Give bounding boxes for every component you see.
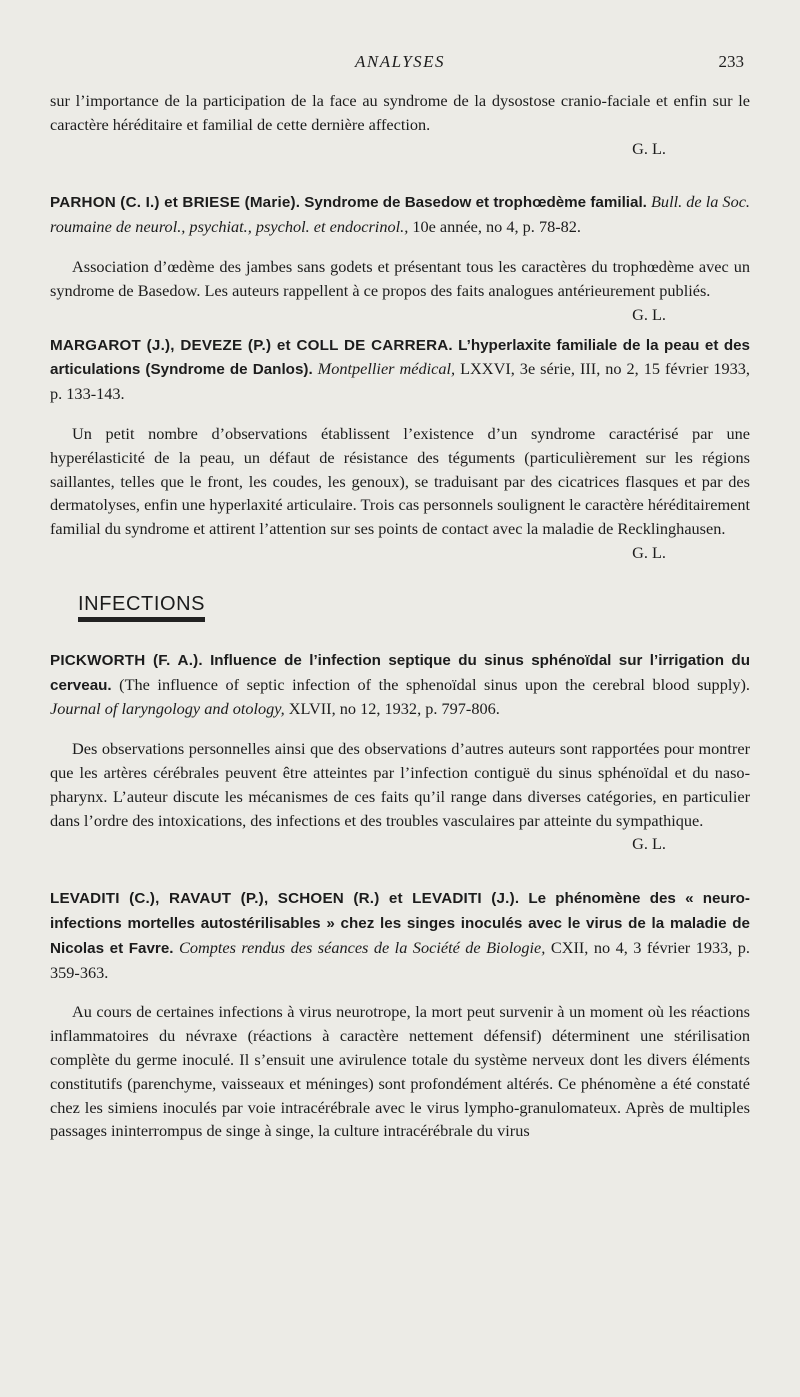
entry-signature: G. L. xyxy=(632,542,666,562)
entry-title: Syndrome de Basedow et trophœdème familial. xyxy=(304,194,647,212)
bibliographic-entry xyxy=(50,648,750,856)
reference xyxy=(50,333,750,406)
intro-signature: G. L. xyxy=(632,138,666,158)
entry-title: L’hyperlaxite familiale de la peau et des articulations (Syndrome de Danlos). xyxy=(50,336,750,379)
running-title: ANALYSES xyxy=(354,52,446,71)
entry-title: Influence de l’infection septique du sinus sphénoïdal sur l’irrigation du cerveau. xyxy=(50,651,750,694)
entry-authors: MARGAROT (J.), DEVEZE (P.) et COLL DE CARRERA. xyxy=(50,336,453,354)
entry-details: LXXVI, 3e série, III, no 2, 15 février 1933, p. 133-143. xyxy=(50,359,750,404)
bibliographic-entry xyxy=(50,190,751,324)
intro-paragraph: sur l’importance de la participation de la face au syndrome de la dysostose cranio-faciale et enfin sur le caractère héréditaire et familial de cette dernière affection. xyxy=(50,91,750,134)
section-title: INFECTIONS xyxy=(78,593,205,622)
entry-journal: Montpellier médical, xyxy=(317,359,456,379)
bibliographic-entry xyxy=(50,886,750,1143)
entry-details: XLVII, no 12, 1932, p. 797-806. xyxy=(288,699,500,719)
entry-signature: G. L. xyxy=(632,304,666,324)
entry-details: 10e année, no 4, p. 78-82. xyxy=(412,217,582,237)
entry-title: Le phénomène des « neuro-infections mortelles autostérilisables » chez les singes inoculés avec le virus de la maladie de Nicolas et Favre. xyxy=(50,890,750,957)
entry-abstract: Des observations personnelles ainsi que des observations d’autres auteurs sont rapportées pour montrer que les artères cérébrales peuvent être atteintes par l’infection contiguë du sinus sphénoïdal et du naso-pharynx. L’auteur discute les mécanismes de ces faits qu’il range dans diverses catégories, en particulier dans l’ordre des intoxications, des infections et des troubles vasculaires par atteinte du sympathique. xyxy=(50,739,750,830)
page-body xyxy=(50,89,750,1143)
entry-journal: Bull. de la Soc. roumaine de neurol., psychiat., psychol. et endocrinol., xyxy=(50,192,751,237)
entry-journal: Journal of laryngology and otology, xyxy=(50,699,285,719)
bibliographic-entry xyxy=(50,333,750,565)
entry-signature: G. L. xyxy=(632,834,666,854)
entry-abstract: Au cours de certaines infections à virus neurotrope, la mort peut survenir à un moment où les réactions inflammatoires du névraxe (réactions à caractère nettement défensif) déterminent une stérilisation complète du germe inoculé. Il s’ensuit une avirulence totale du système nerveux dont les divers éléments constitutifs (parenchyme, vaisseaux et méninges) sont profondément altérés. Ce phénomène a été constaté chez les simiens inoculés par voie intracérébrale avec le virus lympho-granulomateux. Après de multiples passages ininterrompus de singe à singe, la culture intracérébrale du virus xyxy=(50,1002,750,1141)
entry-authors: PICKWORTH (F. A.). xyxy=(50,651,203,669)
entry-abstract: Association d’œdème des jambes sans godets et présentant tous les caractères du trophœdème avec un syndrome de Basedow. Les auteurs rappellent à ce propos des faits analogues antérieurement publiés. G. L. xyxy=(50,255,750,303)
page-number: 233 xyxy=(718,52,744,71)
entry-authors: PARHON (C. I.) et BRIESE (Marie). xyxy=(50,194,301,212)
entry-authors: LEVADITI (C.), RAVAUT (P.), SCHOEN (R.) et LEVADITI (J.). xyxy=(50,890,520,908)
reference xyxy=(50,190,750,239)
entry-details: CXII, no 4, 3 février 1933, p. 359-363. xyxy=(50,937,750,982)
entry-abstract: Un petit nombre d’observations établissent l’existence d’un syndrome caractérisé par une hyperélasticité de la peau, un défaut de résistance des téguments (particulièrement sur les régions saillantes, telles que le front, les coudes, les genoux), se traduisant par des cicatrices flasques et par des dermatolyses, enfin une hyperlaxité articulaire. Trois cas personnels soulignent le caractère héréditairement familial du syndrome et attirent l’attention sur ses points de contact avec la maladie de Recklinghausen. xyxy=(50,423,750,539)
reference xyxy=(50,886,750,984)
entry-journal: Comptes rendus des séances de la Société de Biologie, xyxy=(178,937,546,957)
reference xyxy=(50,648,750,721)
entry-translation: (The influence of septic infection of the sphenoïdal sinus upon the cerebral blood supply). xyxy=(119,674,750,694)
page-header xyxy=(0,52,800,76)
